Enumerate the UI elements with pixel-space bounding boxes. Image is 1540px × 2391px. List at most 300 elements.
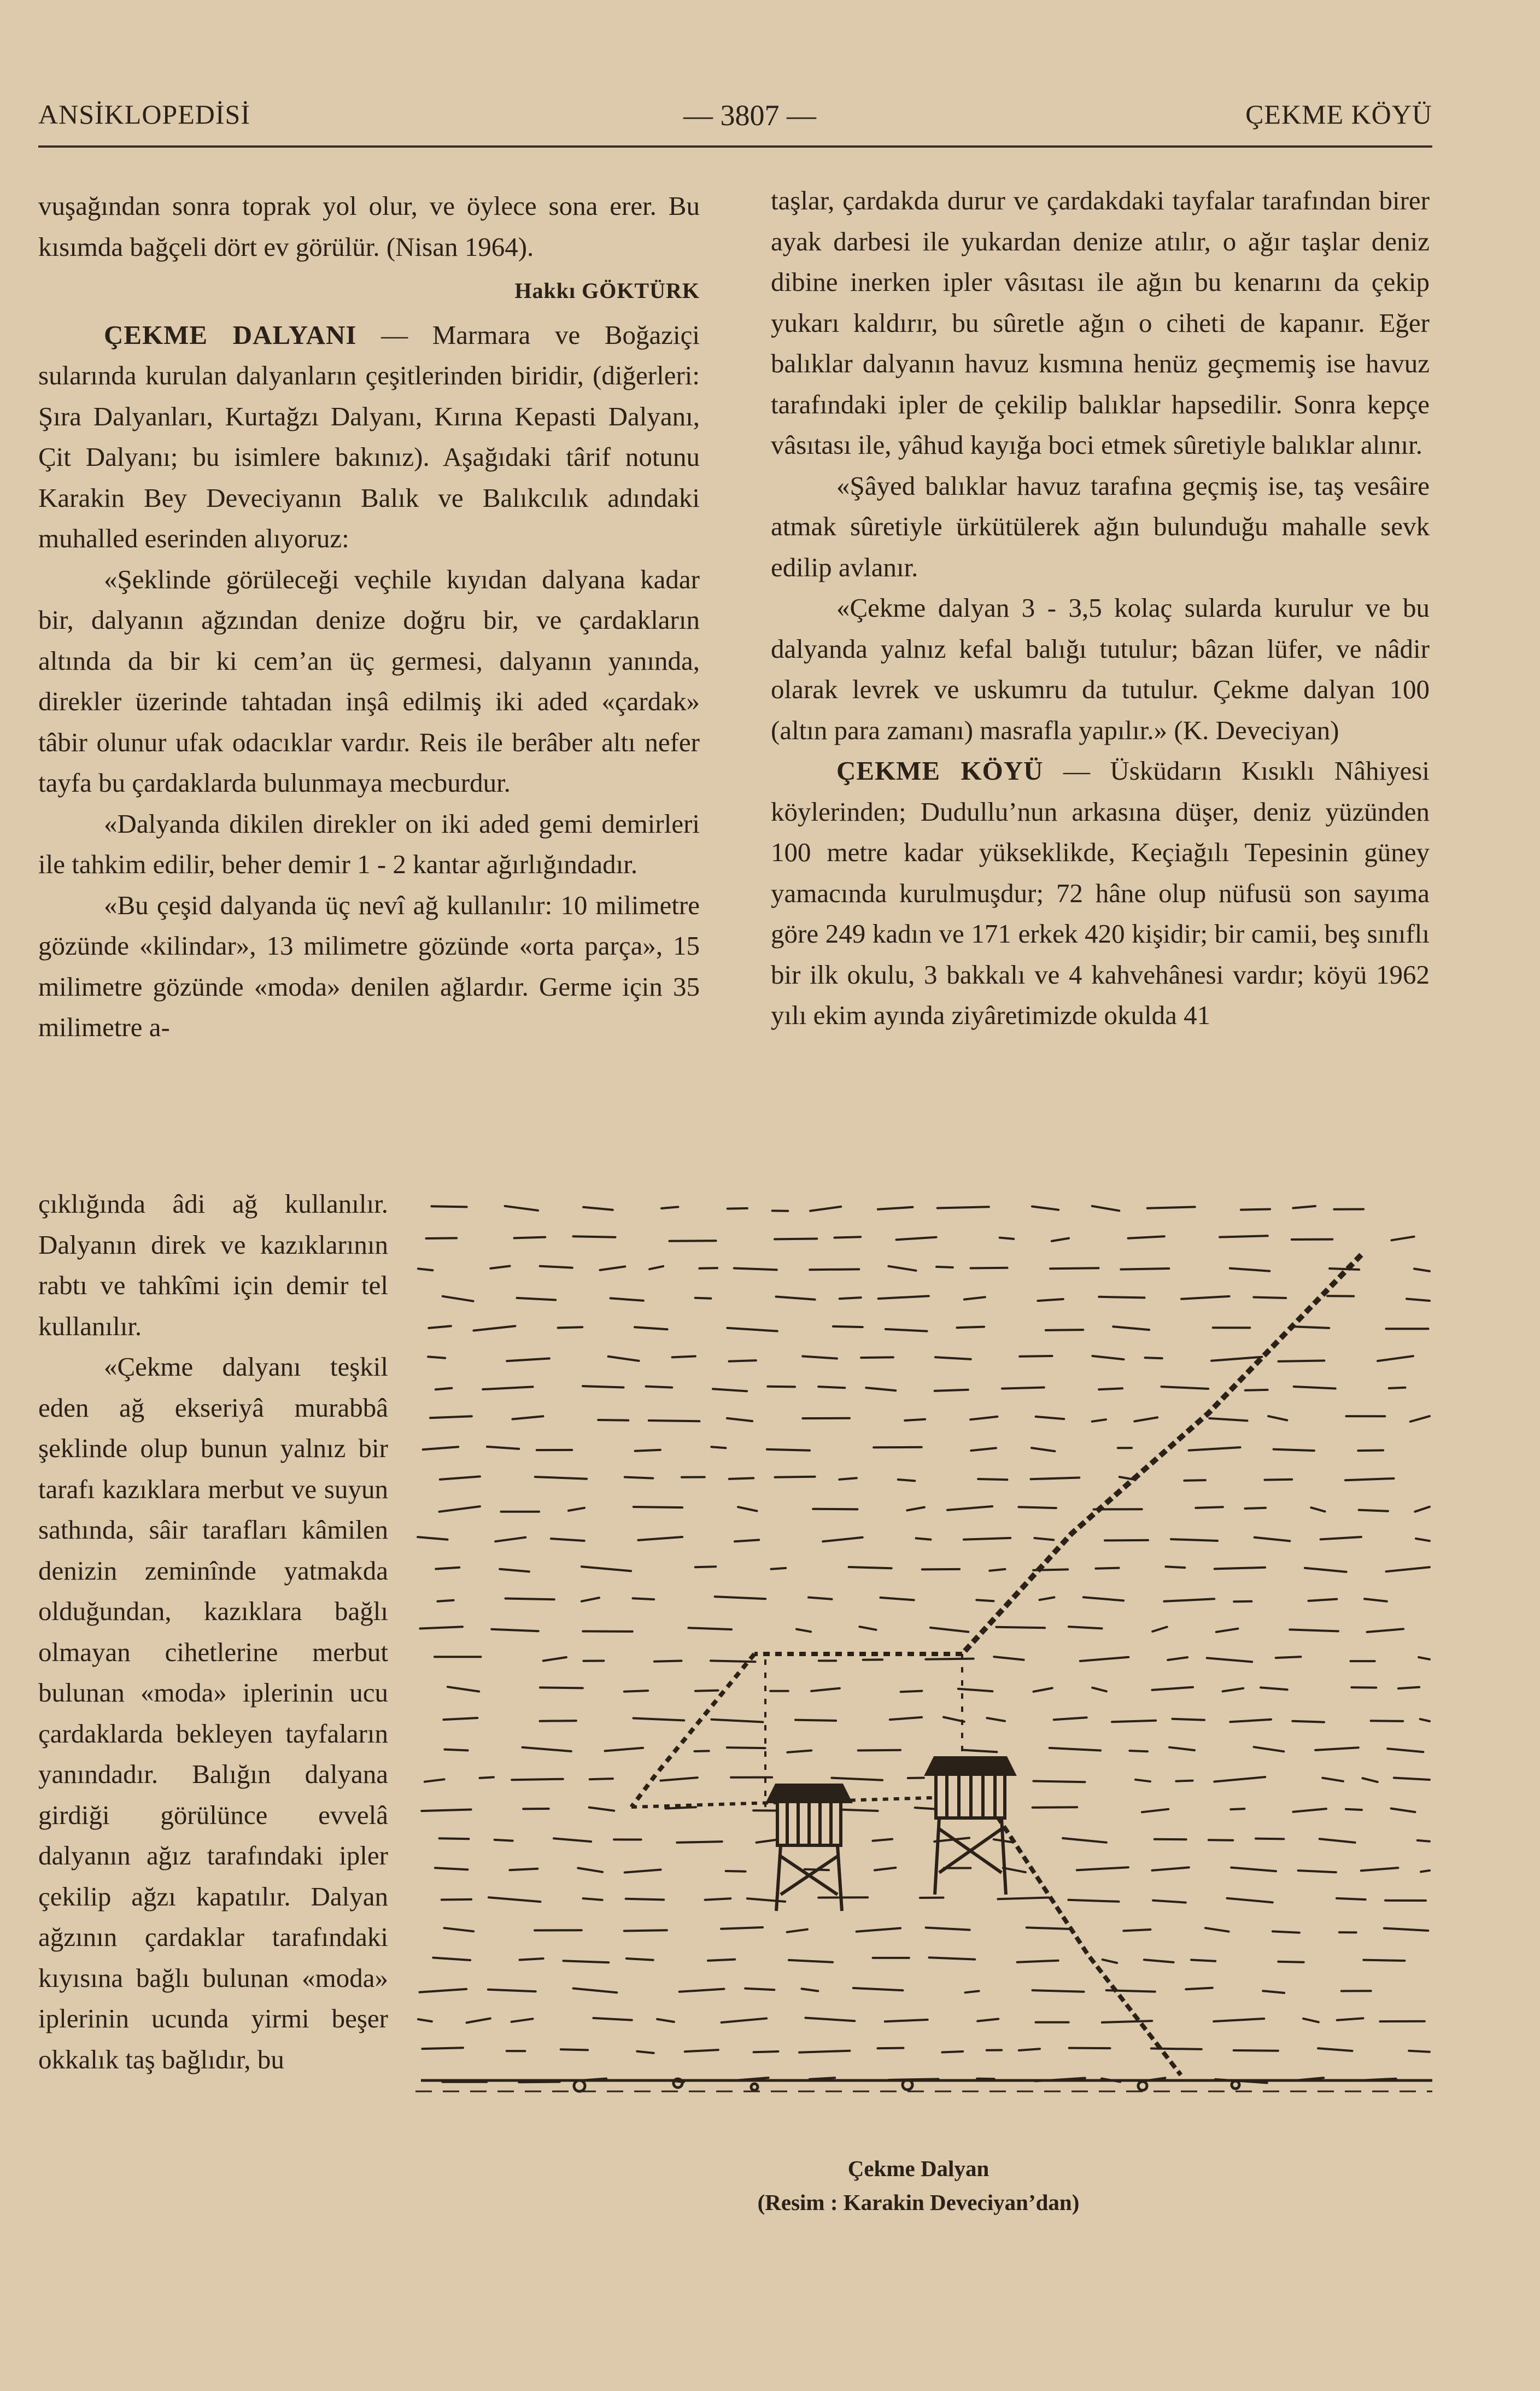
wave-stroke xyxy=(1220,1236,1268,1237)
wave-stroke xyxy=(1398,1687,1419,1689)
wave-stroke xyxy=(1234,1601,1251,1602)
wave-stroke xyxy=(554,1838,591,1842)
caption-title: Çekme Dalyan xyxy=(847,2156,989,2181)
wave-stroke xyxy=(578,1868,602,1872)
wave-stroke xyxy=(1033,1807,1078,1808)
wave-stroke xyxy=(1230,1720,1271,1722)
wave-stroke xyxy=(677,1842,722,1843)
wave-stroke xyxy=(582,1566,631,1571)
dalyan-illustration xyxy=(415,1184,1432,2179)
wave-stroke xyxy=(879,1296,929,1299)
wave-stroke xyxy=(443,1296,473,1301)
wave-stroke xyxy=(573,1236,616,1237)
wave-stroke xyxy=(637,2051,653,2053)
wave-stroke xyxy=(1392,1237,1414,1241)
wave-stroke xyxy=(878,2048,904,2049)
wave-stroke xyxy=(1134,1417,1157,1421)
wave-stroke xyxy=(1311,1507,1325,1511)
wave-stroke xyxy=(767,1449,810,1451)
wave-stroke xyxy=(1415,1507,1430,1512)
paragraph: taşlar, çardakda durur ve çardakdaki tayfalar tarafından birer ayak darbesi ile yukardan denize atılır, o ağır taşlar deniz dibine inerken ipler vâsıtası ile ağın bu kenarını da çekip yukarı kaldırır, bu sûretle ağın o ciheti de kapanır. Eğer balıklar dalyanın havuz kısmına henüz geçmemiş ise havuz tarafındaki ipler de çekilip balıklar hapsedilir. Sonra kepçe vâsıtası ile, yâhud kayığa boci etmek sûretiyle balıklar alınır. xyxy=(771,185,1430,460)
wave-stroke xyxy=(1293,1809,1327,1812)
wave-stroke xyxy=(435,1868,468,1869)
wave-stroke xyxy=(1274,1449,1314,1451)
wave-stroke xyxy=(1128,1236,1164,1238)
wave-stroke xyxy=(1367,1629,1404,1632)
wave-stroke xyxy=(1309,1599,1337,1601)
wave-stroke xyxy=(1320,1839,1355,1843)
wave-stroke xyxy=(543,1657,566,1661)
wave-stroke xyxy=(1223,1688,1244,1692)
wave-stroke xyxy=(1245,1508,1266,1509)
wave-stroke xyxy=(1112,1721,1156,1722)
wave-stroke xyxy=(422,2048,463,2049)
wave-stroke xyxy=(1144,1960,1174,1962)
wave-stroke xyxy=(1092,1419,1106,1422)
wave-stroke xyxy=(908,1778,924,1779)
wave-stroke xyxy=(971,1448,996,1451)
wave-stroke xyxy=(1080,1657,1128,1661)
wave-stroke xyxy=(583,1207,613,1210)
wave-stroke xyxy=(729,1360,756,1361)
wave-stroke xyxy=(569,1508,584,1511)
wave-stroke xyxy=(1036,1417,1064,1419)
wave-stroke xyxy=(558,1327,582,1328)
wave-stroke xyxy=(418,1537,447,1540)
wave-stroke xyxy=(1191,1960,1215,1961)
wave-stroke xyxy=(942,2051,963,2053)
wave-stroke xyxy=(1050,1748,1100,1751)
wave-stroke xyxy=(964,1297,985,1299)
wave-stroke xyxy=(1123,1930,1150,1931)
wave-stroke xyxy=(1052,1238,1069,1241)
wave-stroke xyxy=(994,1657,1023,1660)
wave-stroke xyxy=(898,1480,915,1481)
wave-stroke xyxy=(495,1538,525,1542)
running-head xyxy=(38,98,1432,137)
wave-stroke xyxy=(1321,1537,1361,1539)
wave-stroke xyxy=(551,1539,584,1541)
wave-stroke xyxy=(1345,1478,1394,1480)
wave-stroke xyxy=(1292,1721,1324,1722)
entry-heading: ÇEKME DALYANI xyxy=(104,319,357,350)
shore-net-line xyxy=(962,1255,1361,1654)
wave-stroke xyxy=(1346,1809,1362,1810)
wave-stroke xyxy=(1261,1687,1287,1690)
wave-stroke xyxy=(734,1268,777,1270)
wave-stroke xyxy=(1027,1927,1070,1929)
wave-stroke xyxy=(436,1388,452,1390)
wave-stroke xyxy=(1018,1507,1056,1508)
wave-stroke xyxy=(1254,1747,1284,1751)
wave-stroke xyxy=(540,1687,583,1688)
paragraph: çıklığında âdi ağ kullanılır. Dalyanın direk ve kazıklarının rabtı ve tahkîmi için demir tel kullanılır. xyxy=(38,1189,388,1341)
caption-credit: (Resim : Karakin Deveciyan’dan) xyxy=(757,2190,1080,2215)
wave-stroke xyxy=(1386,1567,1430,1571)
wave-stroke xyxy=(507,1359,549,1361)
wave-stroke xyxy=(1033,1990,1084,1992)
wave-stroke xyxy=(428,1357,445,1358)
wave-stroke xyxy=(1410,1416,1430,1422)
wave-stroke xyxy=(833,1326,863,1327)
wave-stroke xyxy=(1337,1898,1366,1899)
wave-stroke xyxy=(1215,1568,1265,1569)
wave-stroke xyxy=(947,1506,992,1510)
wave-stroke xyxy=(419,1989,466,1992)
wave-stroke xyxy=(608,1357,639,1361)
wave-stroke xyxy=(998,1898,1049,1899)
wave-stroke xyxy=(873,1839,892,1841)
wave-stroke xyxy=(1315,1747,1359,1750)
wave-stroke xyxy=(810,2078,835,2079)
wave-stroke xyxy=(695,1298,711,1299)
wave-stroke xyxy=(448,1687,479,1691)
wave-stroke xyxy=(745,1989,774,1990)
wave-stroke xyxy=(888,1266,916,1271)
wave-stroke xyxy=(1002,1388,1044,1389)
wave-stroke xyxy=(1168,1657,1187,1660)
wave-stroke xyxy=(1293,1206,1315,1208)
wave-stroke xyxy=(810,1207,841,1211)
wave-stroke xyxy=(512,2019,533,2022)
wave-stroke xyxy=(1102,2021,1152,2022)
entry-text: — Üsküdarın Kısıklı Nâhiyesi köylerinden; Dudullu’nun arkasına düşer, deniz yüzünden 100 metre kadar yükseklikde, Keçiağılı Tepesinin güney yamacında kurulmuşdur; 72 hâne olup nüfusü son sayıma göre 249 kadın ve 171 erkek 420 kişidir; bir camii, beş sınıflı bir ilk okulu, 3 bakkalı ve 4 kahvehânesi vardır; köyü 1962 yılı ekim ayında ziyâretimizde okulda 41 xyxy=(771,756,1430,1030)
wave-stroke xyxy=(897,1237,936,1240)
paragraph: «Dalyanda dikilen direkler on iki aded gemi demirleri ile tahkim edilir, beher demir 1 - 2 kantar ağırlığındadır. xyxy=(38,808,700,879)
wave-stroke xyxy=(1209,1418,1247,1420)
wave-stroke xyxy=(624,1930,667,1931)
wave-stroke xyxy=(890,1717,922,1720)
wave-stroke xyxy=(685,2050,718,2051)
wave-stroke xyxy=(564,1961,609,1962)
wave-stroke xyxy=(905,1419,925,1420)
wave-stroke xyxy=(809,1598,832,1599)
wave-stroke xyxy=(1263,1991,1284,1993)
wave-stroke xyxy=(436,1568,459,1569)
entry-cekme-koyu xyxy=(771,751,1430,1036)
wave-stroke xyxy=(989,1569,1005,1571)
wave-stroke xyxy=(1096,1568,1119,1569)
wave-stroke xyxy=(500,1569,529,1572)
wave-stroke xyxy=(901,1691,922,1692)
wave-stroke xyxy=(802,1989,818,1991)
wave-stroke xyxy=(787,1930,807,1932)
wave-stroke xyxy=(1207,1658,1252,1662)
wave-stroke xyxy=(583,1386,624,1387)
wave-stroke xyxy=(1069,1627,1102,1628)
wave-stroke xyxy=(561,2049,588,2050)
wave-stroke xyxy=(1162,1387,1209,1389)
entry-heading: ÇEKME KÖYÜ xyxy=(836,756,1044,786)
wave-stroke xyxy=(431,1206,466,1207)
wave-stroke xyxy=(797,1629,811,1632)
lookout-hut-right xyxy=(927,1758,1014,1895)
wave-stroke xyxy=(795,1720,836,1721)
wave-stroke xyxy=(519,2082,559,2083)
wave-stroke xyxy=(483,1387,532,1389)
paragraph: «Çekme dalyanı teşkil eden ağ ekseriyâ murabbâ şeklinde olup bunun yalnız bir tarafı kazıklara merbut ve suyun sathında, sâir tarafları kâmilen denizin zeminînde yatmakda olduğundan, kazıklara bağlı olmayan cihetlerine merbut bulunan «moda» iplerinin ucu çardaklarda bekleyen tayfaların yanındadır. Balığın dalyana girdiği görülünce evvelâ dalyanın ağız tarafındaki ipler çekilip ağzı kapatılır. Dalyan ağzının çardaklar tarafındaki kıyısına bağlı bulunan «moda» iplerinin ucunda yirmi beşer okkalık taş bağlıdır, bu xyxy=(38,1352,388,2074)
wave-stroke xyxy=(1241,1209,1270,1210)
wave-stroke xyxy=(423,1447,459,1449)
wave-stroke xyxy=(430,1416,472,1418)
wave-stroke xyxy=(420,1627,462,1628)
wave-stroke xyxy=(1063,1838,1106,1843)
wave-stroke xyxy=(1205,1928,1229,1932)
wave-stroke xyxy=(611,1298,643,1300)
wave-stroke xyxy=(443,1718,477,1720)
wave-stroke xyxy=(997,1627,1045,1628)
paragraph: vuşağından sonra toprak yol olur, ve öylece sona erer. Bu kısımda bağçeli dört ev görülür. (Nisan 1964). xyxy=(38,191,700,262)
wave-stroke xyxy=(626,1959,653,1960)
wave-stroke xyxy=(840,1297,861,1299)
wave-stroke xyxy=(1420,1719,1430,1721)
wave-stroke xyxy=(480,1777,494,1778)
wave-stroke xyxy=(1418,1840,1430,1842)
wave-stroke xyxy=(776,1297,815,1300)
wave-stroke xyxy=(1000,1238,1014,1239)
wave-stroke xyxy=(440,1476,480,1480)
wave-stroke xyxy=(1384,1928,1428,1931)
wave-stroke xyxy=(1068,1900,1119,1902)
wave-stroke xyxy=(1169,1747,1194,1750)
wave-stroke xyxy=(935,1357,971,1359)
wave-stroke xyxy=(1216,1629,1238,1632)
wave-stroke xyxy=(1230,1268,1270,1271)
wave-stroke xyxy=(1017,1961,1058,1962)
wave-stroke xyxy=(1189,1447,1240,1451)
entry-text: — Marmara ve Boğaziçi sularında kurulan dalyanların çeşitlerinden biridir, (diğerleri: Şıra Dalyanları, Kurtağzı Dalyanı, Kırına Kepasti Dalyanı, Çit Dalyanı; bu isimlere bakınız). Aşağıdaki târif notunu Karakin Bey Deveciyanın Balık ve Balıkcılık adındaki muhalled eserinden alıyoruz: xyxy=(38,319,700,553)
wave-stroke xyxy=(715,1597,766,1599)
wave-stroke xyxy=(654,1661,682,1662)
wave-stroke xyxy=(490,1266,510,1268)
wave-stroke xyxy=(523,1747,571,1751)
wave-stroke xyxy=(418,2019,432,2021)
wave-stroke xyxy=(535,1477,587,1479)
wave-stroke xyxy=(874,1447,922,1448)
wave-stroke xyxy=(1211,1357,1262,1361)
wave-stroke xyxy=(787,1751,811,1752)
wave-stroke xyxy=(1391,1809,1415,1813)
wave-stroke xyxy=(418,1268,433,1270)
wave-stroke xyxy=(1186,1988,1213,1990)
wave-stroke xyxy=(1414,1269,1430,1271)
wave-stroke xyxy=(1147,1207,1195,1208)
wave-stroke xyxy=(514,1237,546,1238)
wave-stroke xyxy=(1171,1539,1217,1541)
wave-stroke xyxy=(1330,1268,1359,1270)
wave-stroke xyxy=(467,2019,490,2023)
wave-stroke xyxy=(861,1357,893,1358)
net-enclosure-left xyxy=(631,1654,754,1807)
wave-stroke xyxy=(593,2018,631,2020)
wave-stroke xyxy=(440,1506,480,1512)
wave-stroke xyxy=(491,1629,538,1631)
wave-stroke xyxy=(957,1327,984,1328)
wave-stroke xyxy=(1227,1898,1273,1903)
wave-stroke xyxy=(1305,1568,1346,1572)
wave-stroke xyxy=(771,1568,786,1569)
wave-stroke xyxy=(573,1989,617,1993)
wave-stroke xyxy=(722,2019,767,2023)
header-right-title: ÇEKME KÖYÜ xyxy=(1245,99,1432,130)
wave-stroke xyxy=(1092,1688,1106,1692)
wave-stroke xyxy=(1214,1777,1265,1782)
wave-stroke xyxy=(633,1598,654,1599)
wave-stroke xyxy=(1092,1356,1123,1359)
wave-stroke xyxy=(1394,1778,1430,1780)
wave-stroke xyxy=(660,1778,697,1781)
figure-caption xyxy=(694,2152,1143,2219)
wave-stroke xyxy=(583,1898,602,1900)
wave-stroke xyxy=(1054,1717,1087,1720)
wave-stroke xyxy=(803,1357,837,1359)
page-number: — 3807 — xyxy=(683,99,816,132)
wave-stroke xyxy=(811,1688,840,1691)
right-column xyxy=(771,180,1430,1036)
wave-stroke xyxy=(1416,1539,1430,1541)
wave-stroke xyxy=(1099,1297,1144,1298)
wave-stroke xyxy=(1254,1297,1286,1299)
wave-stroke xyxy=(857,1928,900,1932)
wave-stroke xyxy=(711,1447,725,1448)
wave-stroke xyxy=(970,1417,997,1419)
wave-stroke xyxy=(421,1810,471,1811)
wave-stroke xyxy=(1152,1687,1193,1690)
wave-stroke xyxy=(506,1599,554,1600)
wave-stroke xyxy=(1032,1448,1055,1451)
wave-stroke xyxy=(859,1627,876,1630)
wave-stroke xyxy=(727,1418,752,1421)
wave-stroke xyxy=(1034,1538,1053,1540)
wave-stroke xyxy=(1040,1597,1055,1600)
wave-stroke xyxy=(1032,1207,1058,1210)
wave-stroke xyxy=(1214,2019,1264,2021)
wave-stroke xyxy=(1038,1299,1063,1301)
wave-stroke xyxy=(977,2019,998,2021)
wave-stroke xyxy=(839,1478,857,1480)
wave-stroke xyxy=(965,1991,979,1993)
wave-stroke xyxy=(1361,1868,1398,1870)
wave-stroke xyxy=(1351,1687,1376,1688)
wave-stroke xyxy=(582,1598,599,1601)
wave-stroke xyxy=(853,1988,903,1990)
water-waves xyxy=(418,1206,1430,2083)
wave-stroke xyxy=(437,1600,453,1601)
wave-stroke xyxy=(1103,1960,1117,1963)
wave-stroke xyxy=(1363,1960,1404,1961)
wave-stroke xyxy=(1337,2018,1363,2020)
narrow-column xyxy=(38,1184,388,2080)
wave-stroke xyxy=(1031,1478,1080,1480)
wave-stroke xyxy=(1419,1657,1430,1659)
wave-stroke xyxy=(1092,1206,1120,1211)
wave-stroke xyxy=(735,1540,759,1541)
wave-stroke xyxy=(649,1420,700,1421)
wave-stroke xyxy=(1105,1540,1148,1541)
wave-stroke xyxy=(649,1266,663,1269)
wave-stroke xyxy=(875,1868,896,1870)
wave-stroke xyxy=(638,1537,682,1540)
header-rule xyxy=(38,145,1432,148)
wave-stroke xyxy=(433,1958,470,1961)
wave-stroke xyxy=(512,1779,563,1780)
wave-stroke xyxy=(626,1899,664,1900)
wave-stroke xyxy=(1099,1388,1122,1389)
paragraph: «Şâyed balıklar havuz tarafına geçmiş ise, taş vesâire atmak sûretiyle ürkütülerek ağın bulunduğu mahalle sevk edilip avlanır. xyxy=(771,470,1430,582)
wave-stroke xyxy=(680,1989,724,1992)
wave-stroke xyxy=(810,1269,859,1270)
dalyan-drawing xyxy=(415,1184,1432,2179)
wave-stroke xyxy=(495,1840,513,1841)
wave-stroke xyxy=(1322,1778,1343,1781)
wave-stroke xyxy=(1069,2048,1110,2049)
wave-stroke xyxy=(688,1628,731,1629)
wave-stroke xyxy=(1273,1931,1299,1932)
net-lines xyxy=(631,1255,1361,2075)
paragraph: «Şeklinde görüleceği veçhile kıyıdan dalyana kadar bir, dalyanın ağzından denize doğru bir, ve çardakların altında da bir ki cem’an üç germesi, dalyanın yanında, direkler üzerinde tahtadan inşâ edilmiş iki aded «çardak» tâbir olunur ufak odacıklar vardır. Reis ile berâber altı nefer tayfa bu çardaklarda bulunmaya mecburdur. xyxy=(38,564,700,798)
wave-stroke xyxy=(513,1416,543,1419)
wave-stroke xyxy=(849,1567,892,1568)
wave-stroke xyxy=(738,1507,757,1511)
wave-stroke xyxy=(1084,1597,1123,1600)
wave-stroke xyxy=(510,1869,537,1870)
wave-stroke xyxy=(823,1538,862,1542)
wave-stroke xyxy=(1421,1870,1430,1872)
lookout-hut-left xyxy=(768,1785,850,1911)
wave-stroke xyxy=(1033,1781,1085,1782)
wave-stroke xyxy=(926,1928,970,1930)
wave-stroke xyxy=(1153,1901,1186,1903)
wave-stroke xyxy=(444,1750,467,1751)
wave-stroke xyxy=(886,1329,927,1331)
wave-stroke xyxy=(1303,2019,1319,2022)
wave-stroke xyxy=(589,1808,614,1811)
wave-stroke xyxy=(1152,1627,1167,1632)
wave-stroke xyxy=(1318,2048,1352,2051)
wave-stroke xyxy=(1003,1868,1026,1872)
wave-stroke xyxy=(813,1509,857,1510)
wave-stroke xyxy=(805,2018,854,2021)
wave-stroke xyxy=(605,1748,643,1751)
wave-stroke xyxy=(832,1778,882,1780)
shore-line xyxy=(415,2079,1432,2091)
author-signature: Hakkı GÖKTÜRK xyxy=(514,278,700,303)
wave-stroke xyxy=(878,1207,913,1209)
wave-stroke xyxy=(1113,1326,1149,1330)
wave-stroke xyxy=(1142,1809,1168,1813)
paragraph: «Çekme dalyan 3 - 3,5 kolaç sularda kurulur ve bu dalyanda yalnız kefal balığı tutulur; bâzan lüfer, ve nâdir olarak levrek ve uskumru da tutulur. Çekme dalyan 100 (altın para zamanı) masrafla yapılır.» (K. Deveciyan) xyxy=(771,593,1430,745)
wave-stroke xyxy=(517,1298,556,1300)
wave-stroke xyxy=(799,2051,850,2053)
wave-stroke xyxy=(976,1600,993,1601)
wave-stroke xyxy=(425,1779,444,1781)
wave-stroke xyxy=(907,1507,924,1511)
wave-stroke xyxy=(775,1239,817,1240)
paragraph: «Bu çeşid dalyanda üç nevî ağ kullanılır: 10 milimetre gözünde «kilindar», 13 milimetre gözünde «orta parça», 15 milimetre gözünde «moda» denilen ağlardır. Germe için 35 milimetre a- xyxy=(38,890,700,1042)
wave-stroke xyxy=(625,1870,661,1873)
wave-stroke xyxy=(721,1927,763,1929)
wave-stroke xyxy=(935,1390,968,1391)
wave-stroke xyxy=(600,1266,625,1270)
wave-stroke xyxy=(711,1720,763,1722)
wave-stroke xyxy=(713,1389,747,1391)
wave-stroke xyxy=(1173,1719,1205,1720)
wave-stroke xyxy=(962,1750,997,1752)
wave-stroke xyxy=(672,1357,695,1358)
wave-stroke xyxy=(1155,1839,1186,1840)
wave-stroke xyxy=(1184,1480,1205,1481)
wave-stroke xyxy=(444,1928,474,1931)
